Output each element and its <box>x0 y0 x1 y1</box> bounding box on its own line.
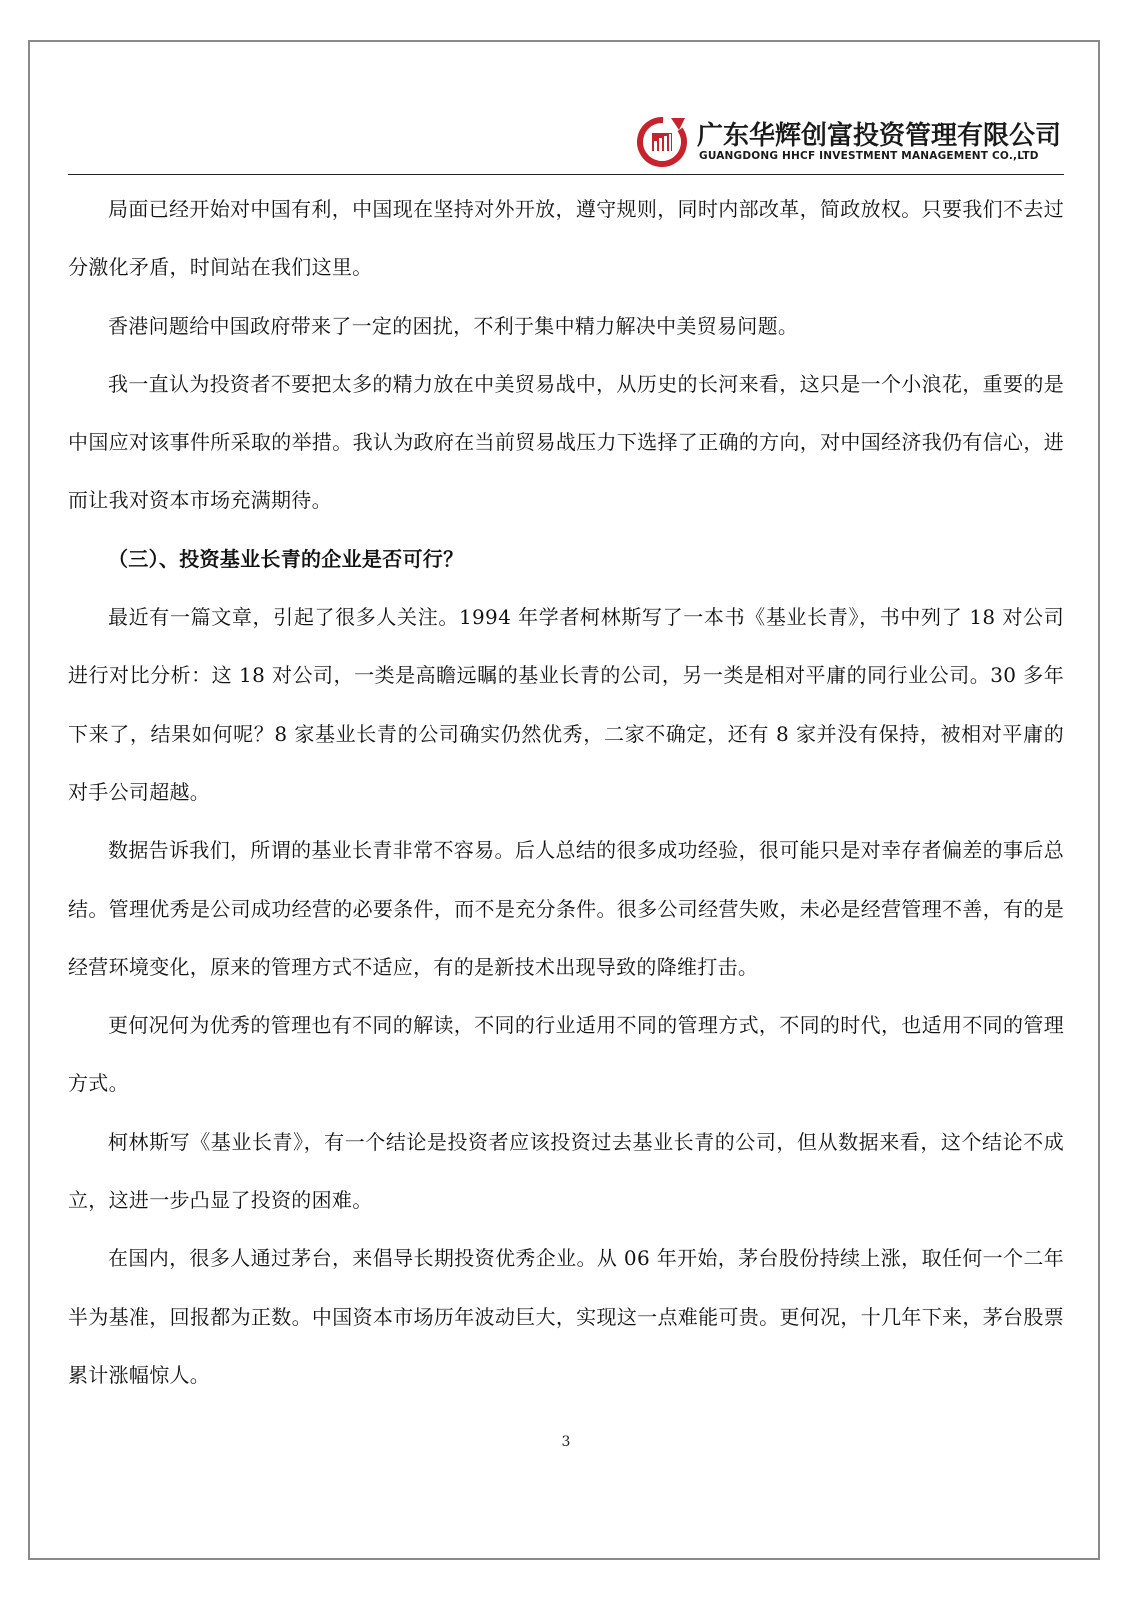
company-name-en: GUANGDONG HHCF INVESTMENT MANAGEMENT CO.,LTD <box>699 150 1039 162</box>
document-body <box>68 180 1064 1404</box>
paragraph: 我一直认为投资者不要把太多的精力放在中美贸易战中，从历史的长河来看，这只是一个小浪花，重要的是中国应对该事件所采取的举措。我认为政府在当前贸易战压力下选择了正确的方向，对中国经济我仍有信心，进而让我对资本市场充满期待。 <box>68 371 1064 513</box>
page-number: 3 <box>561 1434 571 1450</box>
company-name-cn: 广东华辉创富投资管理有限公司 <box>697 121 1062 151</box>
paragraph: 最近有一篇文章，引起了很多人关注。1994 年学者柯林斯写了一本书《基业长青》，书中列了 18 对公司进行对比分析：这 18 对公司，一类是高瞻远瞩的基业长青的公司，另一类是相对平庸的同行业公司。30 多年下来了，结果如何呢？8 家基业长青的公司确实仍然优秀，二家不确定，还有 8 家并没有保持，被相对平庸的对手公司超越。 <box>68 605 1064 804</box>
header-divider <box>68 174 1064 175</box>
paragraph: 更何况何为优秀的管理也有不同的解读，不同的行业适用不同的管理方式，不同的时代，也适用不同的管理方式。 <box>68 1013 1064 1096</box>
section-heading: （三）、投资基业长青的企业是否可行？ <box>108 546 464 571</box>
paragraph: 数据告诉我们，所谓的基业长青非常不容易。后人总结的很多成功经验，很可能只是对幸存者偏差的事后总结。管理优秀是公司成功经营的必要条件，而不是充分条件。很多公司经营失败，未必是经营管理不善，有的是经营环境变化，原来的管理方式不适应，有的是新技术出现导致的降维打击。 <box>68 838 1064 979</box>
paragraph: 在国内，很多人通过茅台，来倡导长期投资优秀企业。从 06 年开始，茅台股份持续上涨，取任何一个二年半为基准，回报都为正数。中国资本市场历年波动巨大，实现这一点难能可贵。更何况，十几年下来，茅台股票累计涨幅惊人。 <box>68 1246 1064 1387</box>
paragraph: 柯林斯写《基业长青》，有一个结论是投资者应该投资过去基业长青的公司，但从数据来看，这个结论不成立，这进一步凸显了投资的困难。 <box>68 1129 1064 1213</box>
page-header <box>68 108 1064 174</box>
paragraph: 局面已经开始对中国有利，中国现在坚持对外开放，遵守规则，同时内部改革，简政放权。只要我们不去过分激化矛盾，时间站在我们这里。 <box>68 197 1064 280</box>
hhcf-logo-icon <box>635 114 689 168</box>
paragraph: 香港问题给中国政府带来了一定的困扰，不利于集中精力解决中美贸易问题。 <box>108 313 799 338</box>
